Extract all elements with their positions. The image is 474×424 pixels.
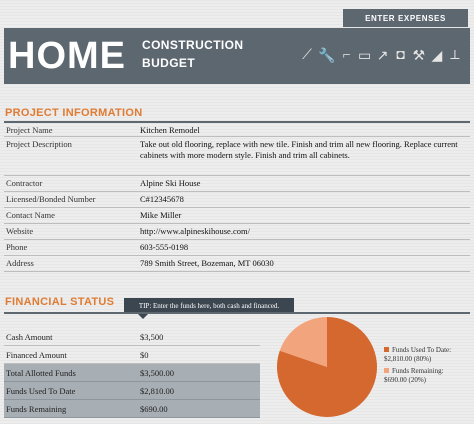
hammer-icon: ⚒ bbox=[412, 48, 426, 64]
funds-used-value: $2,810.00 bbox=[140, 386, 174, 396]
row-label: Financed Amount bbox=[6, 350, 67, 360]
table-row bbox=[4, 224, 470, 240]
table-row bbox=[4, 364, 260, 382]
table-row bbox=[4, 240, 470, 256]
pipe-wrench-icon: ↗ bbox=[376, 48, 389, 64]
table-row bbox=[4, 400, 260, 418]
project-section-title: PROJECT INFORMATION bbox=[5, 107, 143, 119]
table-row bbox=[4, 382, 260, 400]
paint-bucket-icon: ◘ bbox=[396, 48, 405, 63]
total-allotted-value: $3,500.00 bbox=[140, 368, 174, 378]
row-label: Contact Name bbox=[6, 210, 55, 220]
table-row bbox=[4, 328, 260, 346]
table-row bbox=[4, 256, 470, 272]
subtitle-line2: BUDGET bbox=[142, 56, 196, 70]
project-description-value[interactable]: Take out old flooring, replace with new tile. Finish and trim all new flooring. Replace current cabinets with more modern style. Finish and trim all cabinets. bbox=[140, 139, 458, 160]
funds-pie-chart bbox=[272, 312, 382, 422]
website-link[interactable]: http://www.alpineskihouse.com/ bbox=[140, 226, 250, 236]
page-title: HOME bbox=[8, 35, 126, 77]
table-row bbox=[4, 137, 470, 176]
row-label: Project Description bbox=[6, 139, 72, 149]
row-label: Project Name bbox=[6, 125, 53, 135]
tool-icons bbox=[300, 38, 462, 74]
phone-value[interactable]: 603-555-0198 bbox=[140, 242, 189, 252]
legend-label: Funds Remaining: bbox=[392, 367, 444, 375]
drill-icon: ⌐ bbox=[342, 48, 351, 63]
table-row bbox=[4, 346, 260, 364]
row-label: Website bbox=[6, 226, 34, 236]
project-name-value[interactable]: Kitchen Remodel bbox=[140, 125, 200, 135]
contractor-value[interactable]: Alpine Ski House bbox=[140, 178, 201, 188]
address-value[interactable]: 789 Smith Street, Bozeman, MT 06030 bbox=[140, 258, 274, 268]
table-row bbox=[4, 192, 470, 208]
legend-detail: $2,810.00 (80%) bbox=[384, 355, 432, 363]
table-row bbox=[4, 208, 470, 224]
cash-amount-input[interactable]: $3,500 bbox=[140, 332, 164, 342]
row-label: Total Allotted Funds bbox=[6, 368, 76, 378]
row-label: Cash Amount bbox=[6, 332, 53, 342]
legend-swatch-used bbox=[384, 347, 389, 352]
row-label: Licensed/Bonded Number bbox=[6, 194, 96, 204]
wrench-icon: 🔧 bbox=[318, 48, 336, 64]
hand-saw-icon: ⟋ bbox=[302, 48, 312, 63]
financed-amount-input[interactable]: $0 bbox=[140, 350, 149, 360]
legend-swatch-remaining bbox=[384, 368, 389, 373]
subtitle-line1: CONSTRUCTION bbox=[142, 38, 244, 52]
row-label: Funds Remaining bbox=[6, 404, 67, 414]
paint-roller-icon: ▭ bbox=[357, 48, 372, 64]
legend-label: Funds Used To Date: bbox=[392, 346, 452, 354]
row-label: Phone bbox=[6, 242, 28, 252]
saw-icon: ◢ bbox=[431, 48, 443, 64]
legend-item bbox=[384, 346, 451, 364]
row-label: Funds Used To Date bbox=[6, 386, 76, 396]
license-value[interactable]: C#12345678 bbox=[140, 194, 184, 204]
enter-expenses-tab[interactable]: ENTER EXPENSES bbox=[343, 9, 468, 27]
funds-remaining-value: $690.00 bbox=[140, 404, 168, 414]
row-label: Contractor bbox=[6, 178, 43, 188]
legend-item bbox=[384, 367, 444, 385]
contact-name-value[interactable]: Mike Miller bbox=[140, 210, 182, 220]
row-label: Address bbox=[6, 258, 34, 268]
tip-tooltip: TIP: Enter the funds here, both cash and financed. bbox=[124, 298, 294, 314]
financial-section-rule bbox=[4, 312, 470, 314]
table-row bbox=[4, 176, 470, 192]
legend-detail: $690.00 (20%) bbox=[384, 376, 426, 384]
table-row bbox=[4, 123, 470, 137]
screwdriver-icon: ⟂ bbox=[450, 48, 460, 63]
financial-section-title: FINANCIAL STATUS bbox=[5, 296, 115, 308]
